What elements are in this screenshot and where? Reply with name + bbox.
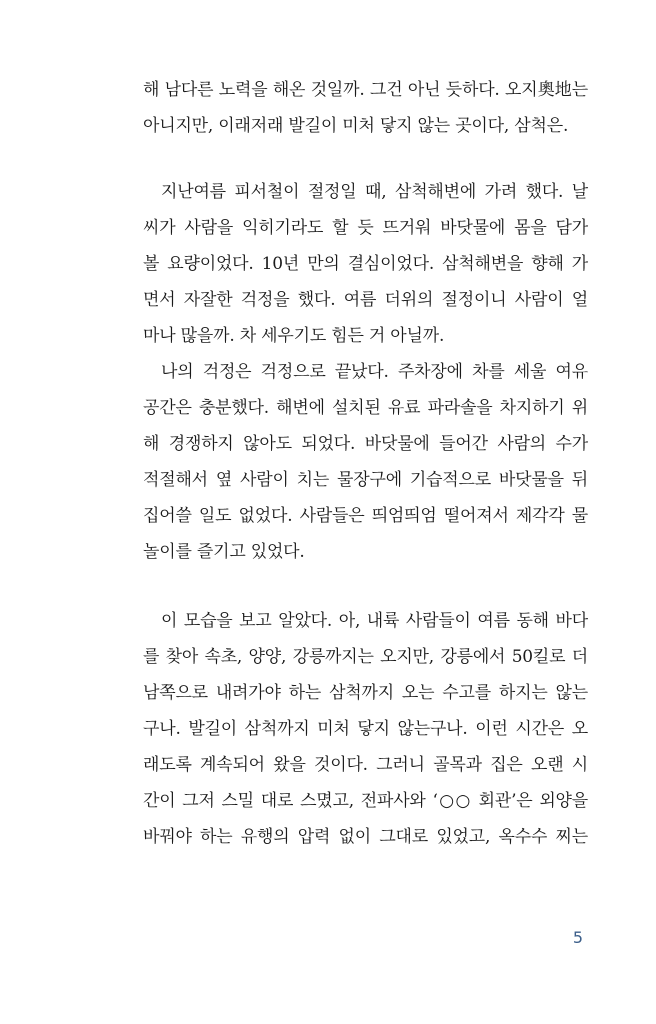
text-line: 아니지만, 이래저래 발길이 미처 닿지 않는 곳이다, 삼척은. xyxy=(143,116,569,136)
text-line: 바꿔야 하는 유행의 압력 없이 그대로 있었고, 옥수수 찌는 xyxy=(143,827,588,847)
body-text xyxy=(143,72,588,855)
text-line: 래도록 계속되어 왔을 것이다. 그러니 골목과 집은 오랜 시 xyxy=(143,755,588,775)
text-line: 를 찾아 속초, 양양, 강릉까지는 오지만, 강릉에서 50킬로 더 xyxy=(143,647,588,667)
text-line: 지난여름 피서철이 절정일 때, 삼척해변에 가려 했다. 날 xyxy=(161,182,588,202)
text-line: 나의 걱정은 걱정으로 끝났다. 주차장에 차를 세울 여유 xyxy=(161,362,588,382)
paragraph-1 xyxy=(143,72,588,144)
text-line: 남쪽으로 내려가야 하는 삼척까지 오는 수고를 하지는 않는 xyxy=(143,683,588,703)
text-line: 이 모습을 보고 알았다. 아, 내륙 사람들이 여름 동해 바다 xyxy=(161,611,588,631)
text-line: 해 남다른 노력을 해온 것일까. 그건 아닌 듯하다. 오지奧地는 xyxy=(143,80,588,100)
text-line: 해 경쟁하지 않아도 되었다. 바닷물에 들어간 사람의 수가 xyxy=(143,434,588,454)
paragraph-4 xyxy=(143,603,588,855)
page-number: 5 xyxy=(572,928,583,947)
text-line: 간이 그저 스밀 대로 스몄고, 전파사와 ‘○○ 회관’은 외양을 xyxy=(143,791,588,811)
text-line: 집어쓸 일도 없었다. 사람들은 띄엄띄엄 떨어져서 제각각 물 xyxy=(143,506,588,526)
text-line: 씨가 사람을 익히기라도 할 듯 뜨거워 바닷물에 몸을 담가 xyxy=(143,218,588,238)
text-line: 마나 많을까. 차 세우기도 힘든 거 아닐까. xyxy=(143,326,445,346)
text-line: 구나. 발길이 삼척까지 미처 닿지 않는구나. 이런 시간은 오 xyxy=(143,719,588,739)
paragraph-3 xyxy=(143,354,588,570)
text-line: 공간은 충분했다. 해변에 설치된 유료 파라솔을 차지하기 위 xyxy=(143,398,588,418)
text-line: 볼 요량이었다. 10년 만의 결심이었다. 삼척해변을 향해 가 xyxy=(143,254,588,274)
text-line: 놀이를 즐기고 있었다. xyxy=(143,542,305,562)
text-line: 면서 자잘한 걱정을 했다. 여름 더위의 절정이니 사람이 얼 xyxy=(143,290,588,310)
text-line: 적절해서 옆 사람이 치는 물장구에 기습적으로 바닷물을 뒤 xyxy=(143,470,588,490)
paragraph-2 xyxy=(143,174,588,354)
